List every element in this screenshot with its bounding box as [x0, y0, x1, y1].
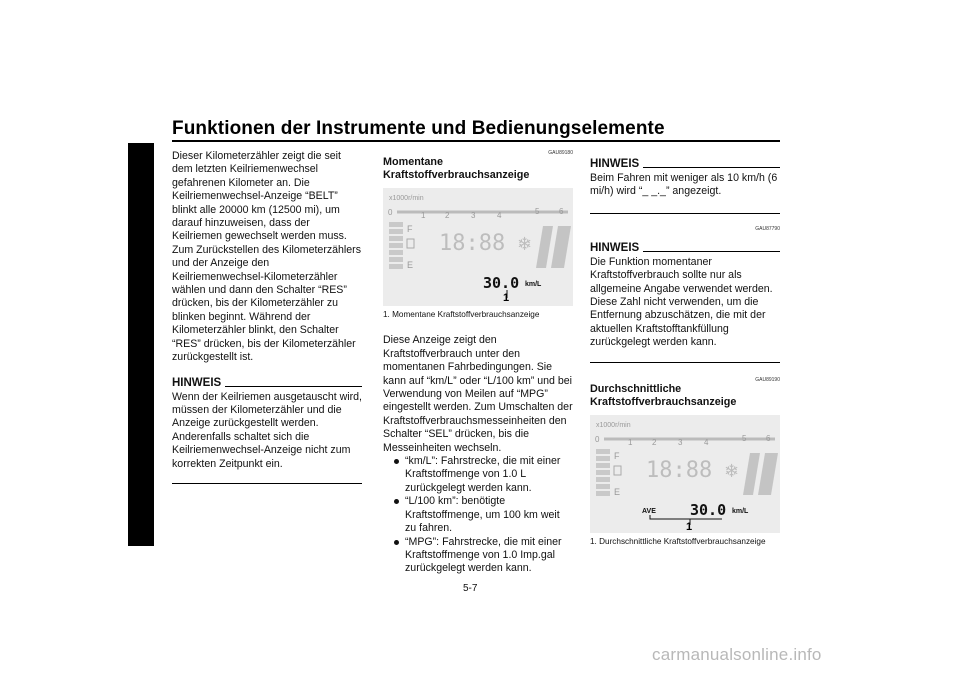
rpm-tick-5: 5 [742, 434, 747, 444]
column-middle [383, 150, 573, 576]
instrument-panel-figure-2 [590, 415, 780, 533]
unit-label: km/L [732, 508, 749, 516]
rpm-label: x1000r/min [596, 422, 631, 430]
hinweis-label: HINWEIS [590, 158, 640, 170]
figure-caption-2 [590, 537, 780, 547]
hinweis-text: Die Funktion momentaner Kraftstoffverbrauch sollte nur als allgemeine Angabe verwendet werden. Diese Zahl nicht verwenden, um die Entfernung abzuschätzen, die mit der aktuellen Kraftstofftankfüllung zurückgelegt werden kann. [590, 255, 773, 349]
hinweis-rule [225, 386, 362, 387]
belt-reset-paragraph: Zum Zurückstellen des Kilometerzählers und der Anzeige den Keilriemenwechsel-Kilometerzähler wählen und dann den Schalter “RES” drücken, bis der Kilometerzähler zu blinken beginnt. Während der Kilometerzähler blinkt, den Schalter “RES” drücken, bis der Kilometerzähler zurückgestellt ist. [172, 243, 361, 364]
section-heading: Durchschnittliche Kraftstoffverbrauchsanzeige [590, 382, 737, 408]
figure-caption-1 [383, 310, 573, 320]
list-item: “km/L”: Fahrstrecke, die mit einer Kraftstoffmenge von 1.0 L zurückgelegt werden kann. [394, 455, 573, 495]
section-code: GAU89180 [548, 150, 573, 156]
rpm-tick-0: 0 [388, 208, 393, 218]
average-consumption-value: 30.0 [690, 501, 727, 520]
instrument-panel-figure-1 [383, 188, 573, 306]
fuel-pump-icon [614, 466, 621, 475]
rpm-tick-5: 5 [535, 207, 540, 217]
unit-list [383, 455, 573, 576]
chapter-number: 5 [145, 272, 152, 286]
instrument-panel-drawing [383, 188, 573, 306]
rpm-tick-3: 3 [678, 438, 683, 448]
consumption-body: Diese Anzeige zeigt den Kraftstoffverbrauch unter den momentanen Fahrbedingungen. Sie kann auf “km/L” oder “L/100 km” und bei Verwendung von Meilen auf “MPG” eingestellt werden. Zum Umschalten der Kraftstoffverbrauchsmesseinheiten den Schalter “SEL” drücken, bis die Messeinheiten wechseln. [383, 334, 573, 454]
figure-caption-2-text: 1. Durchschnittliche Kraftstoffverbrauchsanzeige [590, 537, 766, 547]
section-heading: Momentane Kraftstoffverbrauchsanzeige [383, 156, 530, 182]
chapter-tab [128, 143, 154, 546]
speed-digits-graphic [536, 226, 571, 268]
fuel-pump-icon [407, 239, 414, 248]
section-code: GAU89190 [755, 376, 780, 383]
fuel-consumption-value: 30.0 [483, 274, 520, 293]
ave-label: AVE [642, 508, 656, 516]
hinweis-text: Beim Fahren mit weniger als 10 km/h (6 mi/h) wird “_ _._” angezeigt. [590, 172, 778, 198]
hinweis-header [590, 158, 780, 170]
fuel-gauge-bars [596, 449, 610, 496]
callout-number: 1 [686, 521, 693, 534]
page-number: 5-7 [463, 583, 478, 594]
callout-leader [650, 515, 690, 519]
list-item: “L/100 km”: benötigte Kraftstoffmenge, um 100 km weit zu fahren. [394, 495, 573, 535]
hinweis-rule [643, 167, 780, 168]
fuel-full-label: F [407, 224, 413, 235]
section-code: GAU87790 [755, 225, 780, 232]
rpm-tick-1: 1 [628, 438, 633, 448]
figure-caption-1-text: 1. Momentane Kraftstoffverbrauchsanzeige [383, 310, 540, 320]
page-title: Funktionen der Instrumente und Bedienungselemente [172, 118, 665, 139]
column-left [172, 150, 362, 484]
belt-odometer-paragraph: Dieser Kilometerzähler zeigt die seit dem letzten Keilriemenwechsel gefahrenen Kilometer an. Die Keilriemenwechsel-Anzeige “BELT” blinkt alle 20000 km (12500 mi), um darauf hinzuweisen, dass der Keilriemen gewechselt werden muss. [172, 150, 347, 243]
instrument-panel-drawing [590, 415, 780, 533]
rpm-label: x1000r/min [389, 195, 424, 203]
rpm-tick-6: 6 [766, 434, 771, 444]
watermark: carmanualsonline.info [652, 645, 822, 664]
title-rule [172, 140, 780, 142]
rpm-tick-6: 6 [559, 207, 564, 217]
hinweis-text: Wenn der Keilriemen ausgetauscht wird, müssen der Kilometerzähler und die Anzeige zurückgestellt werden. Anderenfalls schaltet sich die Keilriemenwechsel-Anzeige nicht zum korrekten Zeitpunkt ein. [172, 390, 362, 470]
clock-display: 18:88 [646, 458, 713, 484]
rpm-tick-3: 3 [471, 211, 476, 221]
unit-label: km/L [525, 281, 542, 289]
list-item: “MPG”: Fahrstrecke, die mit einer Kraftstoffmenge von 1.0 Imp.gal zurückgelegt werden kann. [394, 536, 573, 576]
fuel-full-label: F [614, 451, 620, 462]
hinweis-end-rule [590, 213, 780, 214]
hinweis-end-rule [172, 483, 362, 484]
clock-display: 18:88 [439, 231, 506, 257]
hinweis-label: HINWEIS [172, 376, 222, 389]
hinweis-header [590, 242, 780, 254]
column-right [590, 158, 780, 547]
fuel-empty-label: E [614, 487, 621, 498]
snowflake-icon: ❄ [517, 234, 533, 256]
snowflake-icon: ❄ [724, 461, 740, 483]
rpm-tick-1: 1 [421, 211, 426, 221]
hinweis-header [172, 377, 362, 389]
callout-number: 1 [503, 292, 510, 305]
fuel-gauge-bars [389, 222, 403, 269]
hinweis-end-rule [590, 362, 780, 363]
hinweis-label: HINWEIS [590, 241, 640, 254]
rpm-tick-4: 4 [704, 438, 709, 448]
speed-digits-graphic [743, 453, 778, 495]
rpm-tick-4: 4 [497, 211, 502, 221]
fuel-empty-label: E [407, 260, 414, 271]
hinweis-rule [643, 251, 780, 252]
rpm-tick-2: 2 [652, 438, 657, 448]
rpm-tick-2: 2 [445, 211, 450, 221]
rpm-tick-0: 0 [595, 435, 600, 445]
